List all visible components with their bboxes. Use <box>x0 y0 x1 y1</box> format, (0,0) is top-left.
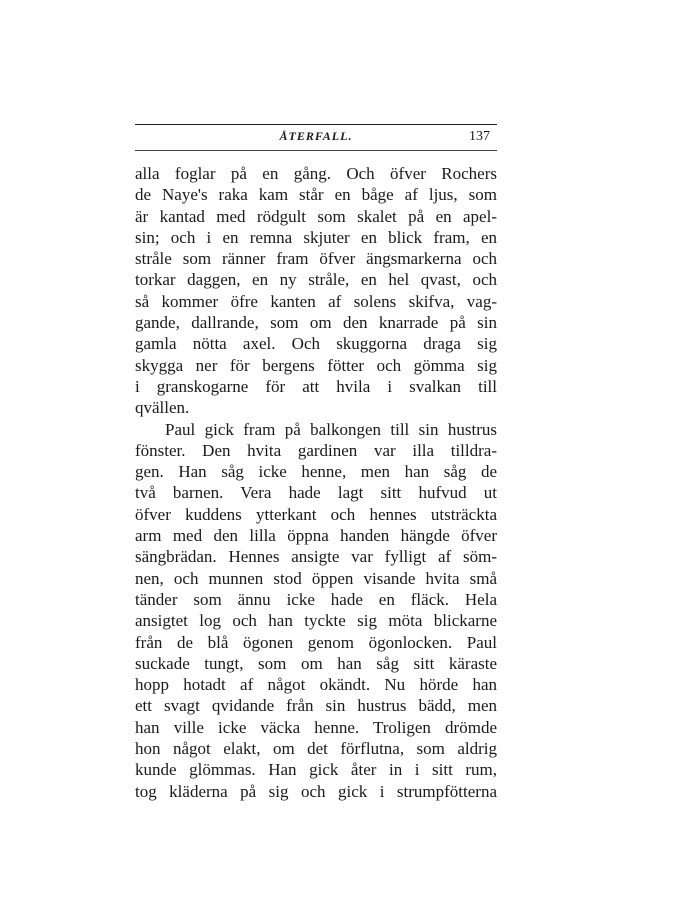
text-line: de Naye's raka kam står en båge af ljus, som <box>135 185 497 205</box>
text-line: öfver kuddens ytterkant och hennes utsträckta <box>135 504 497 524</box>
text-line: alla foglar på en gång. Och öfver Rochers <box>135 164 497 183</box>
text-line: tänder som ännu icke hade en fläck. Hela <box>135 589 497 609</box>
text-line: qvällen. <box>135 398 190 418</box>
text-line: Paul gick fram på balkongen till sin hustrus <box>165 419 497 439</box>
text-line: torkar daggen, en ny stråle, en hel qvast, och <box>135 270 497 290</box>
text-line: stråle som ränner fram öfver ängsmarkerna och <box>135 249 497 269</box>
text-line: hopp hotadt af något okändt. Nu hörde han <box>135 675 497 695</box>
text-line: gen. Han såg icke henne, men han såg de <box>135 462 497 482</box>
text-line: är kantad med rödgult som skalet på en apel- <box>135 206 497 226</box>
text-line: i granskogarne för att hvila i svalkan till <box>135 376 497 396</box>
text-line: han ville icke väcka henne. Troligen drömde <box>135 717 497 737</box>
header-rule-top <box>135 124 497 125</box>
header-rule-bottom <box>135 150 497 151</box>
text-line: gande, dallrande, som om den knarrade på sin <box>135 313 497 333</box>
text-line: två barnen. Vera hade lagt sitt hufvud ut <box>135 483 497 503</box>
text-line: sin; och i en remna skjuter en blick fram, en <box>135 227 497 247</box>
text-line: gamla nötta axel. Och skuggorna draga sig <box>135 334 497 354</box>
body-text <box>135 163 497 802</box>
text-line: sängbrädan. Hennes ansigte var fylligt af söm- <box>135 547 497 567</box>
text-line: hon något elakt, om det förflutna, som aldrig <box>135 739 497 759</box>
text-line: så kommer öfre kanten af solens skifva, vag- <box>135 291 497 311</box>
text-line: ett svagt qvidande från sin hustrus bädd, men <box>135 696 497 716</box>
text-line: nen, och munnen stod öppen visande hvita små <box>135 568 497 588</box>
text-line: fönster. Den hvita gardinen var illa tilldra- <box>135 440 497 460</box>
text-line: från de blå ögonen genom ögonlocken. Paul <box>135 632 497 652</box>
page-number: 137 <box>469 129 490 144</box>
text-line: tog kläderna på sig och gick i strumpfötterna <box>135 781 497 801</box>
text-line: kunde glömmas. Han gick åter in i sitt rum, <box>135 760 497 780</box>
text-line: skygga ner för bergens fötter och gömma sig <box>135 355 497 375</box>
text-line: ansigtet log och han tyckte sig möta blickarne <box>135 611 497 631</box>
text-line: arm med den lilla öppna handen hängde öfver <box>135 526 497 546</box>
running-title: ÅTERFALL. <box>279 129 353 143</box>
text-line: suckade tungt, som om han såg sitt käraste <box>135 653 497 673</box>
